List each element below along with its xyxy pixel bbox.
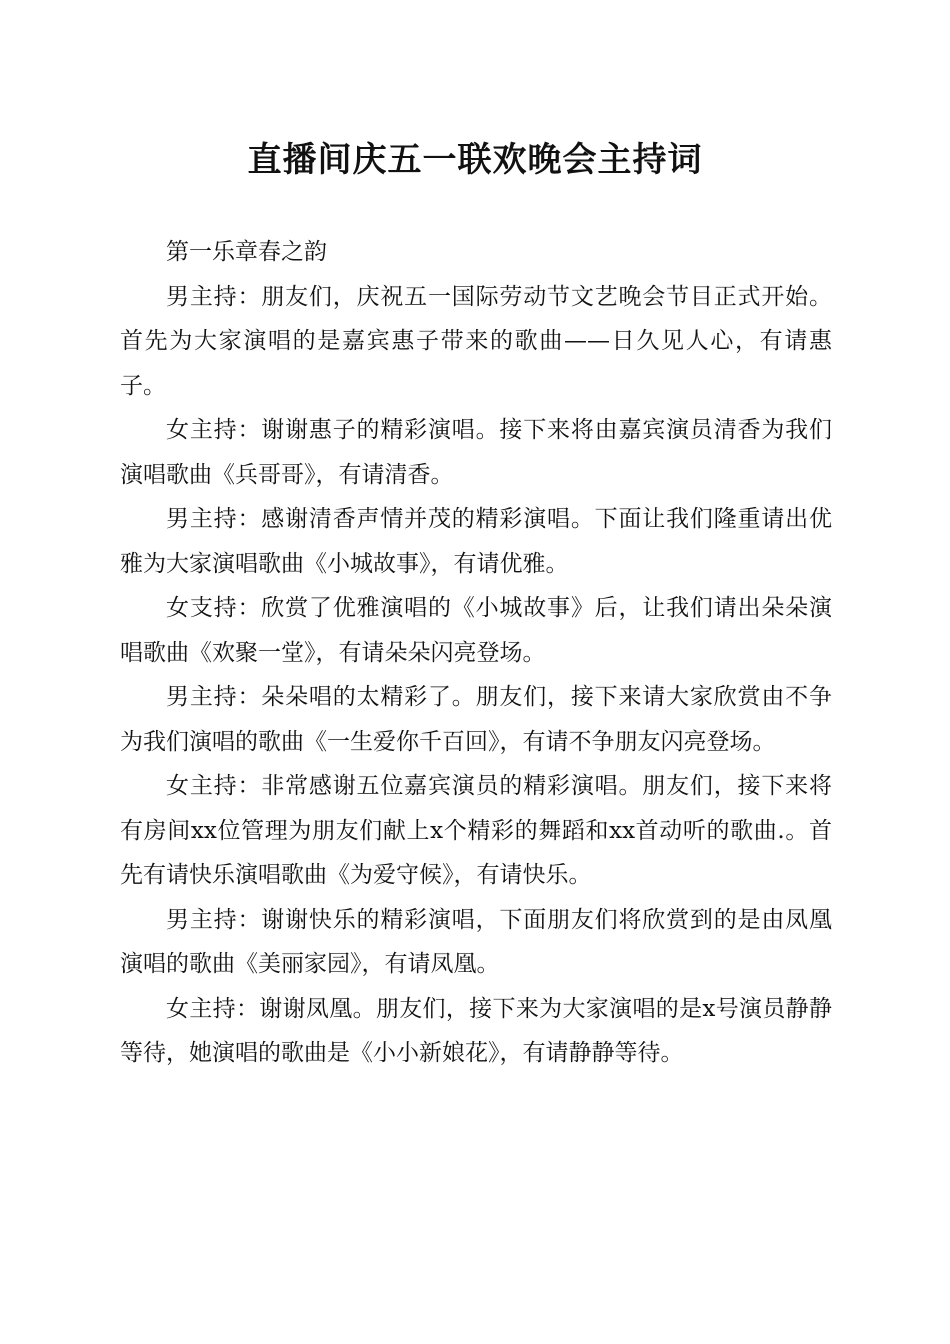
section-heading: 第一乐章春之韵 [166, 239, 327, 265]
document-title: 直播间庆五一联欢晚会主持词 [247, 140, 703, 180]
paragraph-male-host-1: 男主持：朋友们，庆祝五一国际劳动节文艺晚会节目正式开始。首先为大家演唱的是嘉宾惠子带来的歌曲——日久见人心，有请惠子。 [120, 283, 832, 399]
paragraph-male-host-2: 男主持：感谢清香声情并茂的精彩演唱。下面让我们隆重请出优雅为大家演唱歌曲《小城故事》，有请优雅。 [120, 506, 832, 577]
document-body [120, 230, 832, 1076]
paragraph-male-host-4: 男主持：谢谢快乐的精彩演唱，下面朋友们将欣赏到的是由凤凰演唱的歌曲《美丽家园》，有请凤凰。 [120, 906, 832, 977]
paragraph-female-host-1: 女主持：谢谢惠子的精彩演唱。接下来将由嘉宾演员清香为我们演唱歌曲《兵哥哥》，有请清香。 [120, 417, 832, 488]
paragraph-male-host-3: 男主持：朵朵唱的太精彩了。朋友们，接下来请大家欣赏由不争为我们演唱的歌曲《一生爱你千百回》，有请不争朋友闪亮登场。 [120, 684, 832, 755]
paragraph-female-host-3: 女主持：非常感谢五位嘉宾演员的精彩演唱。朋友们，接下来将有房间xx位管理为朋友们献上x个精彩的舞蹈和xx首动听的歌曲.。首先有请快乐演唱歌曲《为爱守候》，有请快乐。 [120, 773, 832, 888]
paragraph-female-host-2: 女支持：欣赏了优雅演唱的《小城故事》后，让我们请出朵朵演唱歌曲《欢聚一堂》，有请朵朵闪亮登场。 [120, 595, 832, 666]
paragraph-female-host-4: 女主持：谢谢凤凰。朋友们，接下来为大家演唱的是x号演员静静等待，她演唱的歌曲是《小小新娘花》，有请静静等待。 [120, 995, 832, 1066]
